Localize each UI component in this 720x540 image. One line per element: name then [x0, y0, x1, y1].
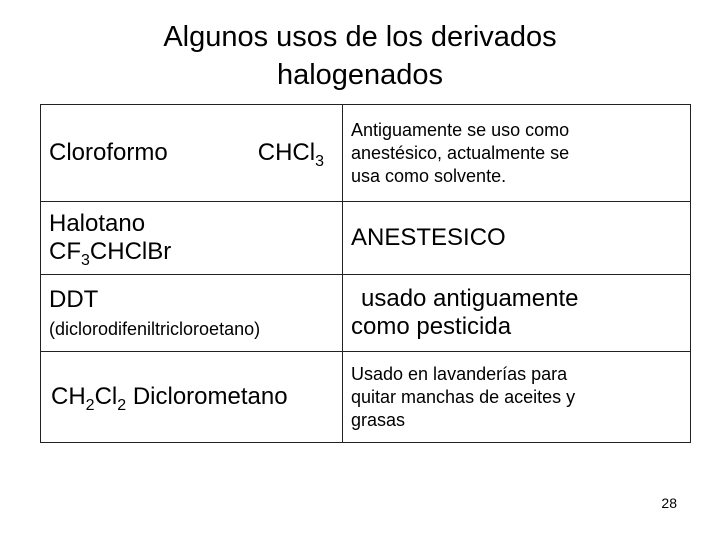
- use-line: Usado en lavanderías para: [351, 363, 568, 384]
- table-row: [41, 202, 691, 275]
- use-line: usa como solvente.: [351, 165, 507, 186]
- slide-title: [0, 18, 720, 94]
- use-cell: [343, 352, 691, 443]
- compound-cell: [41, 275, 343, 352]
- compound-cell: [41, 202, 343, 275]
- compound-formula: $CF_3CHClBr$: [49, 238, 172, 269]
- compound-name: DDT: [49, 285, 99, 313]
- page-number: 28: [661, 495, 677, 511]
- title-line-1: Algunos usos de los derivados: [163, 21, 557, 53]
- use-line: usado antiguamente: [361, 285, 579, 312]
- table-row: [41, 105, 691, 202]
- compound-formula: $CH_2Cl_2$: [51, 383, 127, 414]
- compound-name: Cloroformo: [49, 139, 168, 166]
- use-cell: [343, 202, 691, 275]
- compound-name: Diclorometano: [132, 383, 288, 410]
- compound-cell: [41, 352, 343, 443]
- compound-name: Halotano: [49, 210, 146, 237]
- use-line: grasas: [351, 409, 406, 430]
- use-cell: [343, 105, 691, 202]
- use-line: como pesticida: [351, 313, 512, 340]
- title-line-2: halogenados: [276, 59, 444, 91]
- table-row: [41, 352, 691, 443]
- use-line: quitar manchas de aceites y: [351, 386, 576, 407]
- table-row: [41, 275, 691, 352]
- use-line: anestésico, actualmente se: [351, 142, 570, 163]
- compound-formula: CHCl$_3$: [257, 139, 324, 170]
- compound-cell: [41, 105, 343, 202]
- compound-detail: (diclorodifeniltricloroetano): [49, 318, 261, 339]
- use-line: Antiguamente se uso como: [351, 119, 570, 140]
- use-cell: [343, 275, 691, 352]
- use-line: ANESTESICO: [351, 224, 506, 251]
- uses-table: [40, 104, 691, 443]
